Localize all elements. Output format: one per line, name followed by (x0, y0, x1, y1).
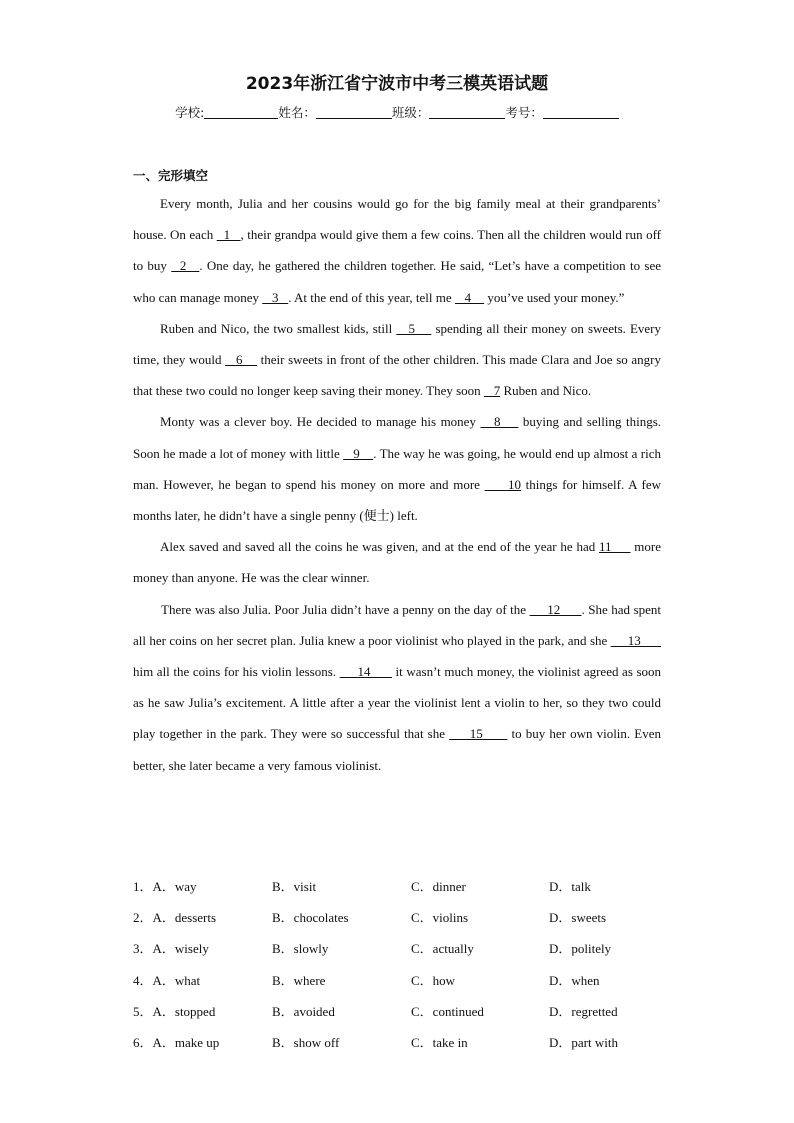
question-row (133, 876, 693, 907)
question-row (133, 970, 693, 1001)
blank-12: 12 (529, 601, 582, 617)
question-row (133, 907, 693, 938)
option-d[interactable]: D．when (549, 972, 600, 988)
passage-text: him all the coins for his violin lessons. (133, 664, 340, 680)
school-blank[interactable] (204, 106, 278, 119)
page-title: 2023年浙江省宁波市中考三模英语试题 (245, 74, 549, 94)
blank-2: 2 (171, 258, 200, 274)
passage-text: more money than anyone. He was the clear winner. (133, 539, 661, 586)
blank-4: 4 (454, 289, 485, 305)
student-info-line (0, 103, 794, 121)
blank-11: 11 (599, 539, 631, 555)
passage-text: buying and selling things. Soon he made a lot of money with little (133, 414, 662, 461)
option-a[interactable]: 3．A．wisely (133, 941, 209, 957)
passage-text: There was also Julia. Poor Julia didn’t have a penny on the day of the (161, 601, 530, 617)
blank-7: 7 (483, 383, 501, 399)
cloze-passage (133, 188, 661, 781)
name-blank[interactable] (316, 106, 392, 119)
option-d[interactable]: D．politely (549, 941, 612, 957)
number-blank[interactable] (543, 106, 619, 119)
option-d[interactable]: D．talk (549, 879, 591, 894)
blank-6: 6 (225, 352, 258, 368)
option-c[interactable]: C．how (411, 972, 456, 988)
passage-text: . At the end of this year, tell me (288, 289, 455, 305)
option-c[interactable]: C．continued (411, 1003, 484, 1019)
blank-1: 1 (216, 227, 241, 243)
passage-text: Alex saved and saved all the coins he was given, and at the end of the year he had (160, 539, 600, 555)
passage-text: Every month, Julia and her cousins would go for the big family meal at their grandparents’ house. On each (133, 196, 661, 243)
school-label: 学校: (175, 105, 205, 120)
option-c[interactable]: C．actually (411, 941, 474, 957)
passage-text: . One day, he gathered the children together. He said, “Let’s have a competition to see who can manage money (133, 258, 661, 305)
option-c[interactable]: C．take in (411, 1034, 468, 1050)
option-c[interactable]: C．violins (411, 910, 469, 926)
blank-8: 8 (480, 414, 519, 430)
name-label: 姓名： (278, 105, 316, 120)
option-c[interactable]: C．dinner (411, 879, 466, 894)
passage-text: you’ve used your money.” (484, 289, 625, 305)
option-b[interactable]: B．slowly (272, 941, 329, 957)
option-a[interactable]: 1．A．way (133, 879, 197, 894)
passage-text: things for himself. A few months later, he didn’t have a single penny (便士) left. (133, 476, 661, 524)
option-b[interactable]: B．show off (272, 1034, 340, 1050)
option-b[interactable]: B．chocolates (272, 910, 349, 926)
option-b[interactable]: B．visit (272, 879, 317, 894)
passage-text: Ruben and Nico. (500, 383, 592, 399)
question-row (133, 938, 693, 969)
passage-text: Ruben and Nico, the two smallest kids, still (160, 320, 397, 336)
passage-paragraph (133, 313, 661, 407)
blank-3: 3 (262, 289, 289, 305)
blank-13: 13 (610, 632, 661, 648)
passage-text: it wasn’t much money, the violinist agreed as soon as he saw Julia’s excitement. A little after a year the violinist lent a violin to her, so they two could play together in the park. They were so successful that she (133, 664, 662, 742)
passage-paragraph (133, 594, 661, 781)
passage-text: , their grandpa would give them a few coins. Then all the children would run off to buy (133, 227, 662, 274)
option-d[interactable]: D．regretted (549, 1003, 618, 1019)
class-label: 班级： (391, 105, 430, 120)
passage-paragraph (133, 188, 661, 313)
blank-15: 15 (449, 726, 508, 742)
section-heading: 一、完形填空 (133, 168, 209, 183)
question-row (133, 1001, 693, 1032)
passage-paragraph (133, 531, 661, 593)
option-a[interactable]: 2．A．desserts (133, 910, 217, 926)
option-b[interactable]: B．where (272, 972, 326, 988)
passage-text: . The way he was going, he would end up almost a rich man. However, he began to spend his money on more and more (133, 445, 662, 492)
option-a[interactable]: 5．A．stopped (133, 1003, 216, 1019)
blank-9: 9 (343, 445, 374, 461)
option-d[interactable]: D．part with (549, 1034, 618, 1050)
class-blank[interactable] (429, 106, 505, 119)
option-a[interactable]: 4．A．what (133, 972, 201, 988)
option-d[interactable]: D．sweets (549, 910, 607, 926)
question-row (133, 1032, 693, 1063)
blank-14: 14 (339, 664, 392, 680)
answer-options (133, 876, 693, 1063)
number-label: 考号： (505, 105, 543, 120)
passage-text: to buy her own violin. Even better, she later became a very famous violinist. (133, 726, 661, 773)
blank-10: 10 (484, 476, 521, 492)
passage-text: their sweets in front of the other children. This made Clara and Joe so angry that these two could no longer keep saving their money. They soon (133, 352, 661, 399)
passage-text: . She had spent all her coins on her secret plan. Julia knew a poor violinist who played in the park, and she (133, 601, 662, 648)
passage-text: Monty was a clever boy. He decided to manage his money (160, 414, 481, 430)
passage-text: spending all their money on sweets. Every time, they would (133, 320, 662, 368)
blank-5: 5 (396, 320, 432, 336)
option-a[interactable]: 6．A．make up (133, 1034, 220, 1050)
option-b[interactable]: B．avoided (272, 1003, 335, 1019)
passage-paragraph (133, 406, 661, 531)
